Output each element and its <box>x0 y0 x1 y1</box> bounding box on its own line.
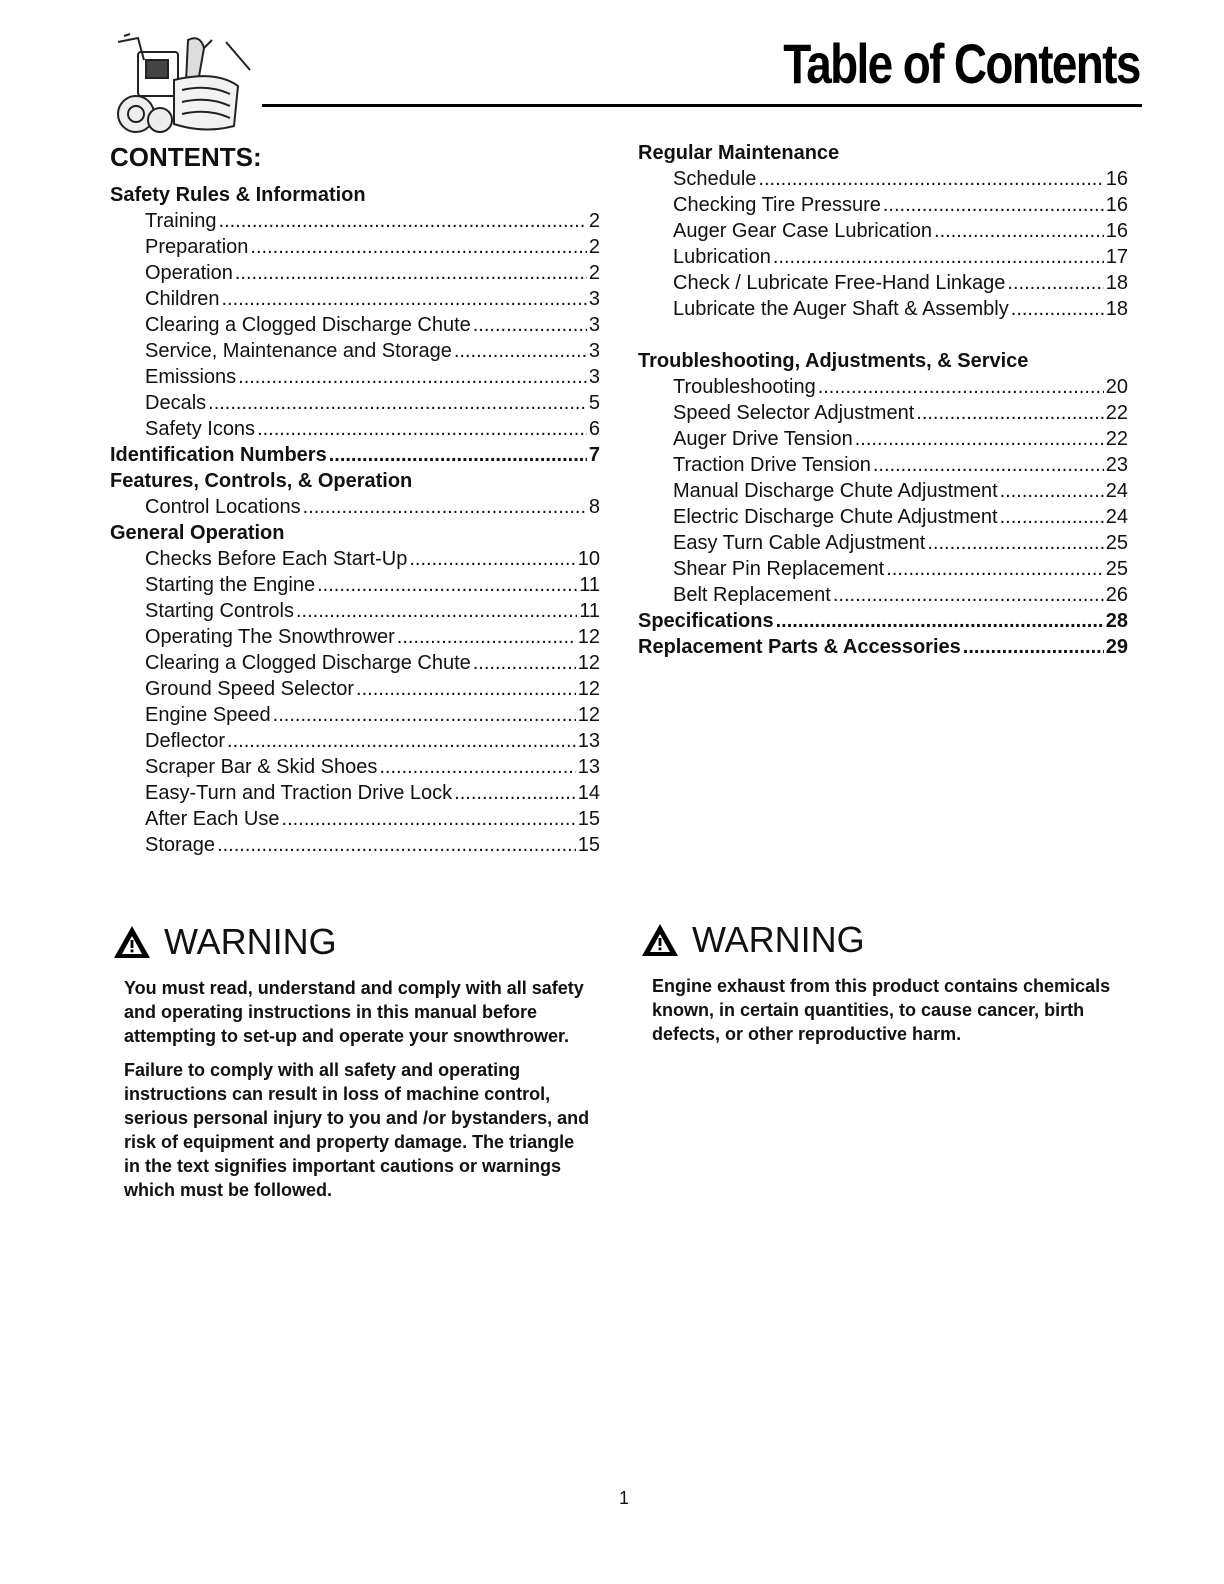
dot-leader <box>818 374 1104 400</box>
toc-entry-label: After Each Use <box>145 808 280 830</box>
toc-entry-label: Speed Selector Adjustment <box>673 402 915 424</box>
page-number: 1 <box>618 1488 629 1508</box>
toc-entry[interactable] <box>638 296 1128 322</box>
toc-entry[interactable] <box>110 572 600 598</box>
toc-page-number: 13 <box>577 730 600 752</box>
dot-leader <box>235 260 587 286</box>
toc-page-number: 24 <box>1105 506 1128 528</box>
toc-entry-label: Identification Numbers <box>110 444 327 466</box>
toc-entry-label: Schedule <box>673 168 757 190</box>
toc-entry-label: Deflector <box>145 730 226 752</box>
spacer <box>638 322 1128 348</box>
dot-leader <box>473 312 587 338</box>
warning-triangle-icon <box>112 924 152 960</box>
dot-leader <box>273 702 576 728</box>
toc-page-number: 26 <box>1105 584 1128 606</box>
toc-entry-label: Manual Discharge Chute Adjustment <box>673 480 998 502</box>
toc-right-column <box>638 140 1128 660</box>
dot-leader <box>1011 296 1104 322</box>
toc-left-column <box>110 182 600 858</box>
toc-entry[interactable] <box>110 442 600 468</box>
toc-page-number: 7 <box>588 444 600 466</box>
dot-leader <box>250 234 586 260</box>
toc-entry[interactable] <box>110 676 600 702</box>
toc-entry[interactable] <box>638 244 1128 270</box>
dot-leader <box>1000 504 1104 530</box>
toc-page-number: 25 <box>1105 532 1128 554</box>
dot-leader <box>282 806 576 832</box>
toc-entry[interactable] <box>638 218 1128 244</box>
toc-page-number: 12 <box>577 626 600 648</box>
toc-page-number: 22 <box>1105 428 1128 450</box>
toc-page-number: 3 <box>588 340 600 362</box>
toc-page-number: 23 <box>1105 454 1128 476</box>
toc-page-number: 16 <box>1105 220 1128 242</box>
toc-entry-label: Clearing a Clogged Discharge Chute <box>145 314 471 336</box>
toc-page-number: 10 <box>577 548 600 570</box>
dot-leader <box>1000 478 1104 504</box>
dot-leader <box>963 634 1104 660</box>
toc-page-number: 13 <box>577 756 600 778</box>
warning-title: WARNING <box>164 921 337 962</box>
toc-entry-label: Lubrication <box>673 246 771 268</box>
toc-section-title: Troubleshooting, Adjustments, & Service <box>638 350 1029 372</box>
toc-entry-label: Troubleshooting <box>673 376 816 398</box>
toc-entry-label: Shear Pin Replacement <box>673 558 885 580</box>
snowthrower-illustration-icon <box>108 30 258 140</box>
toc-entry-label: Scraper Bar & Skid Shoes <box>145 756 378 778</box>
warning-paragraph: Failure to comply with all safety and operating instructions can result in loss of machine control, serious personal injury to you and /or bystanders, and risk of equipment and property damage. The triangle in the text signifies important cautions or warnings which must be followed. <box>124 1060 590 1200</box>
dot-leader <box>356 676 576 702</box>
warning-title: WARNING <box>692 919 865 960</box>
toc-section-title: Features, Controls, & Operation <box>110 470 413 492</box>
toc-page-number: 28 <box>1105 610 1128 632</box>
dot-leader <box>227 728 576 754</box>
dot-leader <box>758 166 1103 192</box>
toc-page-number: 11 <box>579 600 600 622</box>
contents-heading: CONTENTS: <box>110 142 262 172</box>
toc-entry[interactable] <box>110 598 600 624</box>
warning-box-exhaust <box>640 916 1120 1056</box>
dot-leader <box>317 572 577 598</box>
toc-entry-label: Replacement Parts & Accessories <box>638 636 961 658</box>
toc-entry[interactable] <box>110 364 600 390</box>
toc-page-number: 5 <box>588 392 600 414</box>
dot-leader <box>409 546 575 572</box>
toc-entry[interactable] <box>110 234 600 260</box>
toc-entry[interactable] <box>638 634 1128 660</box>
toc-entry-label: Training <box>145 210 217 232</box>
toc-page-number: 25 <box>1105 558 1128 580</box>
toc-entry-label: Belt Replacement <box>673 584 831 606</box>
toc-page-number: 16 <box>1105 194 1128 216</box>
header-divider <box>262 104 1142 107</box>
dot-leader <box>208 390 587 416</box>
toc-page-number: 3 <box>588 288 600 310</box>
toc-entry-label: Checks Before Each Start-Up <box>145 548 408 570</box>
toc-entry-label: Starting Controls <box>145 600 294 622</box>
toc-entry[interactable] <box>110 390 600 416</box>
toc-page-number: 16 <box>1105 168 1128 190</box>
toc-entry[interactable] <box>638 192 1128 218</box>
toc-page-number: 3 <box>588 314 600 336</box>
dot-leader <box>773 244 1104 270</box>
toc-entry-label: Safety Icons <box>145 418 256 440</box>
dot-leader <box>217 832 576 858</box>
toc-entry[interactable] <box>110 754 600 780</box>
toc-entry[interactable] <box>110 806 600 832</box>
toc-entry[interactable] <box>110 728 600 754</box>
toc-entry[interactable] <box>638 426 1128 452</box>
toc-entry[interactable] <box>638 452 1128 478</box>
dot-leader <box>776 608 1104 634</box>
toc-entry[interactable] <box>110 702 600 728</box>
toc-entry-label: Specifications <box>638 610 774 632</box>
toc-entry[interactable] <box>110 260 600 286</box>
toc-entry-label: Operating The Snowthrower <box>145 626 395 648</box>
page-title: Table of Contents <box>783 32 1140 95</box>
toc-entry[interactable] <box>110 312 600 338</box>
dot-leader <box>916 400 1103 426</box>
toc-entry[interactable] <box>638 582 1128 608</box>
dot-leader <box>379 754 575 780</box>
toc-entry[interactable] <box>638 270 1128 296</box>
toc-page-number: 15 <box>577 834 600 856</box>
toc-entry-label: Storage <box>145 834 216 856</box>
dot-leader <box>238 364 587 390</box>
toc-page-number: 14 <box>577 782 600 804</box>
dot-leader <box>883 192 1104 218</box>
toc-entry-label: Checking Tire Pressure <box>673 194 881 216</box>
toc-entry-label: Easy Turn Cable Adjustment <box>673 532 926 554</box>
toc-section-title: General Operation <box>110 522 285 544</box>
warning-box-read-manual <box>112 918 592 1212</box>
toc-entry[interactable] <box>110 546 600 572</box>
dot-leader <box>927 530 1103 556</box>
dot-leader <box>454 338 587 364</box>
toc-entry[interactable] <box>638 530 1128 556</box>
toc-entry[interactable] <box>638 374 1128 400</box>
toc-page-number: 29 <box>1105 636 1128 658</box>
toc-entry[interactable] <box>110 832 600 858</box>
toc-entry[interactable] <box>110 416 600 442</box>
warning-triangle-icon <box>640 922 680 958</box>
toc-page-number: 2 <box>588 262 600 284</box>
toc-entry-label: Children <box>145 288 220 310</box>
toc-entry-label: Auger Gear Case Lubrication <box>673 220 933 242</box>
warning-paragraph: Engine exhaust from this product contains chemicals known, in certain quantities, to cause cancer, birth defects, or other reproductive harm. <box>652 976 1111 1044</box>
toc-page-number: 17 <box>1105 246 1128 268</box>
dot-leader <box>329 442 587 468</box>
dot-leader <box>454 780 576 806</box>
toc-page-number: 15 <box>577 808 600 830</box>
toc-entry[interactable] <box>110 494 600 520</box>
toc-entry[interactable] <box>638 400 1128 426</box>
toc-entry-label: Ground Speed Selector <box>145 678 355 700</box>
dot-leader <box>934 218 1104 244</box>
toc-entry-label: Traction Drive Tension <box>673 454 871 476</box>
toc-entry-label: Engine Speed <box>145 704 271 726</box>
dot-leader <box>855 426 1104 452</box>
toc-entry[interactable] <box>638 478 1128 504</box>
toc-entry-label: Check / Lubricate Free-Hand Linkage <box>673 272 1006 294</box>
toc-entry[interactable] <box>110 780 600 806</box>
dot-leader <box>221 286 586 312</box>
toc-entry-label: Easy-Turn and Traction Drive Lock <box>145 782 453 804</box>
warning-paragraph: You must read, understand and comply with all safety and operating instructions in this manual before attempting to set-up and operate your snowthrower. <box>124 978 584 1046</box>
dot-leader <box>219 208 587 234</box>
toc-entry-label: Operation <box>145 262 233 284</box>
toc-entry[interactable] <box>638 608 1128 634</box>
toc-entry-label: Emissions <box>145 366 237 388</box>
toc-entry[interactable] <box>110 208 600 234</box>
dot-leader <box>886 556 1104 582</box>
toc-entry[interactable] <box>110 338 600 364</box>
toc-entry-label: Electric Discharge Chute Adjustment <box>673 506 998 528</box>
toc-page-number: 2 <box>588 210 600 232</box>
dot-leader <box>833 582 1104 608</box>
toc-entry-label: Clearing a Clogged Discharge Chute <box>145 652 471 674</box>
toc-page-number: 12 <box>577 678 600 700</box>
toc-page-number: 6 <box>588 418 600 440</box>
toc-entry-label: Decals <box>145 392 207 414</box>
toc-page-number: 22 <box>1105 402 1128 424</box>
toc-entry[interactable] <box>638 166 1128 192</box>
toc-entry-label: Starting the Engine <box>145 574 316 596</box>
toc-page-number: 18 <box>1105 298 1128 320</box>
toc-page-number: 24 <box>1105 480 1128 502</box>
dot-leader <box>296 598 577 624</box>
toc-entry-label: Lubricate the Auger Shaft & Assembly <box>673 298 1009 320</box>
toc-page-number: 2 <box>588 236 600 258</box>
dot-leader <box>1007 270 1103 296</box>
dot-leader <box>303 494 587 520</box>
toc-section-title: Regular Maintenance <box>638 142 840 164</box>
toc-entry-label: Preparation <box>145 236 249 258</box>
toc-page-number: 12 <box>577 652 600 674</box>
dot-leader <box>397 624 576 650</box>
toc-entry-label: Service, Maintenance and Storage <box>145 340 452 362</box>
toc-entry[interactable] <box>638 556 1128 582</box>
toc-entry[interactable] <box>110 624 600 650</box>
toc-section-title: Safety Rules & Information <box>110 184 366 206</box>
dot-leader <box>873 452 1104 478</box>
dot-leader <box>473 650 576 676</box>
toc-entry-label: Auger Drive Tension <box>673 428 853 450</box>
toc-page-number: 20 <box>1105 376 1128 398</box>
toc-page-number: 18 <box>1105 272 1128 294</box>
dot-leader <box>257 416 587 442</box>
toc-entry[interactable] <box>110 650 600 676</box>
toc-entry[interactable] <box>110 286 600 312</box>
toc-entry-label: Control Locations <box>145 496 301 518</box>
toc-page-number: 3 <box>588 366 600 388</box>
toc-entry[interactable] <box>638 504 1128 530</box>
toc-page-number: 11 <box>579 574 600 596</box>
toc-page-number: 8 <box>588 496 600 518</box>
toc-page-number: 12 <box>577 704 600 726</box>
